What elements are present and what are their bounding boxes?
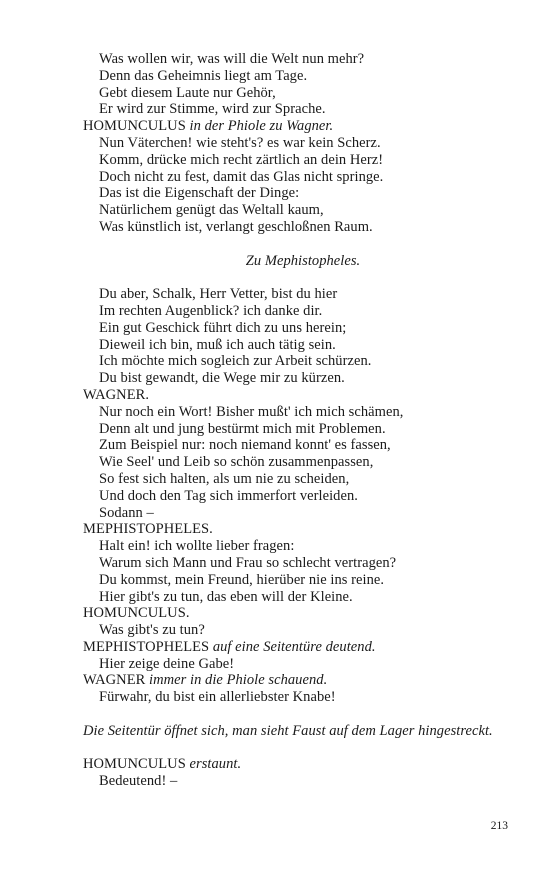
verse-line: Was wollen wir, was will die Welt nun mehr? bbox=[99, 51, 365, 67]
verse-line: Nun Väterchen! wie steht's? es war kein Scherz. bbox=[99, 134, 381, 151]
verse-line: Du aber, Schalk, Herr Vetter, bist du hier bbox=[99, 286, 338, 303]
verse-line: Ich möchte mich sogleich zur Arbeit schürzen. bbox=[99, 353, 372, 370]
speaker-name: WAGNER bbox=[83, 672, 146, 689]
verse-line: Und doch den Tag sich immerfort verleiden. bbox=[99, 487, 358, 504]
verse-line: Zum Beispiel nur: noch niemand konnt' es fassen, bbox=[99, 437, 391, 454]
speaker-name: HOMUNCULUS bbox=[83, 118, 186, 135]
verse-line: Halt ein! ich wollte lieber fragen: bbox=[99, 538, 295, 555]
speaker-name: WAGNER. bbox=[83, 386, 149, 403]
verse-line: Wie Seel' und Leib so schön zusammenpassen, bbox=[99, 454, 374, 471]
blank-line bbox=[83, 740, 523, 757]
speaker-name: MEPHISTOPHELES. bbox=[83, 521, 213, 538]
blank-line bbox=[83, 236, 523, 253]
verse-line: Gebt diesem Laute nur Gehör, bbox=[99, 84, 276, 101]
speaker-line bbox=[83, 118, 523, 135]
verse-line: Warum sich Mann und Frau so schlecht vertragen? bbox=[99, 554, 397, 571]
verse-line: Dieweil ich bin, muß ich auch tätig sein. bbox=[99, 336, 336, 353]
stage-direction-block: Die Seitentür öffnet sich, man sieht Faust auf dem Lager hingestreckt. bbox=[83, 722, 493, 739]
stage-direction-centered: Zu Mephistopheles. bbox=[245, 252, 361, 269]
speaker-line bbox=[83, 387, 523, 404]
page-number: 213 bbox=[490, 820, 508, 832]
speaker-name: MEPHISTOPHELES bbox=[83, 638, 210, 655]
speaker-name: HOMUNCULUS bbox=[83, 756, 186, 773]
blank-line bbox=[83, 269, 523, 286]
stage-direction: auf eine Seitentüre deutend. bbox=[212, 638, 376, 655]
verse-line: Du kommst, mein Freund, hierüber nie ins reine. bbox=[99, 571, 385, 588]
verse-line: Fürwahr, du bist ein allerliebster Knabe! bbox=[99, 689, 336, 706]
verse-line: Hier zeige deine Gabe! bbox=[99, 655, 235, 672]
text-column bbox=[83, 51, 523, 790]
verse-line: Was künstlich ist, verlangt geschloßnen Raum. bbox=[99, 218, 373, 235]
verse-line: Du bist gewandt, die Wege mir zu kürzen. bbox=[99, 370, 345, 387]
stage-direction: erstaunt. bbox=[189, 756, 242, 773]
stage-direction: immer in die Phiole schauend. bbox=[149, 672, 328, 689]
verse-line: Hier gibt's zu tun, das eben will der Kleine. bbox=[99, 588, 353, 605]
verse-line: Bedeutend! – bbox=[99, 773, 178, 790]
verse-line: Doch nicht zu fest, damit das Glas nicht springe. bbox=[99, 168, 384, 185]
speaker-line bbox=[83, 672, 523, 689]
verse-line: Natürlichem genügt das Weltall kaum, bbox=[99, 202, 324, 219]
verse-line: Was gibt's zu tun? bbox=[99, 622, 205, 639]
verse-line: Nur noch ein Wort! Bisher mußt' ich mich schämen, bbox=[99, 403, 404, 420]
verse-line: Im rechten Augenblick? ich danke dir. bbox=[99, 302, 323, 319]
speaker-name: HOMUNCULUS. bbox=[83, 605, 190, 622]
verse-line: Denn alt und jung bestürmt mich mit Problemen. bbox=[99, 420, 386, 437]
verse-line: Sodann – bbox=[99, 504, 154, 521]
verse-line: So fest sich halten, als um nie zu scheiden, bbox=[99, 470, 350, 487]
verse-line: Ein gut Geschick führt dich zu uns herein; bbox=[99, 319, 347, 336]
stage-direction: in der Phiole zu Wagner. bbox=[189, 118, 334, 135]
verse-line: Komm, drücke mich recht zärtlich an dein Herz! bbox=[99, 151, 384, 168]
speaker-line bbox=[83, 756, 523, 773]
blank-line bbox=[83, 706, 523, 723]
verse-line: Er wird zur Stimme, wird zur Sprache. bbox=[99, 101, 326, 118]
speaker-line bbox=[83, 605, 523, 622]
speaker-line bbox=[83, 521, 523, 538]
verse-line: Denn das Geheimnis liegt am Tage. bbox=[99, 67, 308, 84]
speaker-line bbox=[83, 639, 523, 656]
verse-line: Das ist die Eigenschaft der Dinge: bbox=[99, 185, 300, 202]
